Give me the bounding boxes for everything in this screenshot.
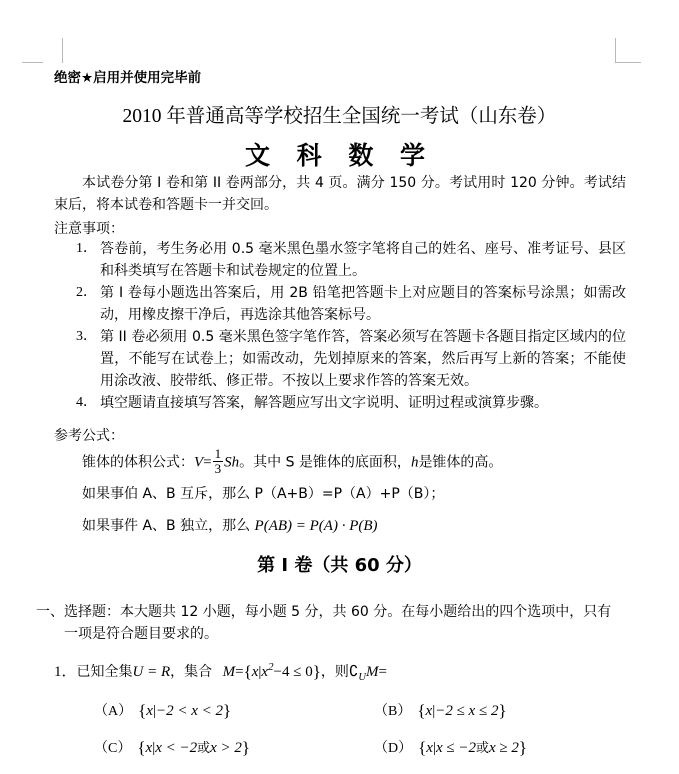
- question-lead-text: 已知全集: [76, 664, 133, 680]
- complement-target-set: M: [366, 664, 379, 680]
- option-b-close-brace: }: [498, 700, 507, 720]
- option-row: [54, 700, 626, 737]
- option-c-conjunction: 或: [197, 741, 211, 756]
- independent-formula-lead: 如果事件 A、B 独立，那么: [82, 518, 255, 534]
- question-final-equals: =: [378, 664, 387, 680]
- text-boundary-corner-left-icon: [42, 38, 63, 63]
- option-c-bar: |: [152, 740, 156, 756]
- option-d-conjunction: 或: [476, 741, 490, 756]
- option-a-condition: −2 < x < 2: [155, 703, 224, 719]
- text-boundary-corner-right-icon: [615, 38, 636, 63]
- fraction-denominator: 3: [214, 460, 222, 476]
- complement-operator-icon: [348, 664, 367, 683]
- independent-probability-formula: [82, 515, 642, 535]
- set-m-name: M: [222, 664, 236, 680]
- option-b-condition: −2 ≤ x ≤ 2: [435, 703, 499, 719]
- option-d-open-brace: {: [418, 737, 427, 757]
- option-a-open-brace: {: [138, 700, 147, 720]
- cone-formula-equals: =: [203, 454, 212, 471]
- exam-intro-paragraph: 本试卷分第 I 卷和第 II 卷两部分，共 4 页。满分 150 分。考试用时 120 分钟。考试结束后，将本试卷和答题卡一并交回。: [54, 175, 626, 213]
- cone-formula-tail-var-h: h: [410, 454, 419, 471]
- option-d-close-brace: }: [518, 737, 528, 757]
- cone-formula-var-h: h: [231, 454, 240, 471]
- option-b-bar: |: [432, 703, 436, 719]
- complement-symbol: ∁: [348, 664, 359, 680]
- option-a-var: x: [146, 703, 153, 719]
- instructions-line-one: 一、选择题：本大题共 12 小题，每小题 5 分，共 60 分。在每小题给出的四个选项中，只有: [36, 604, 612, 620]
- set-lead-text: 集合: [184, 664, 213, 680]
- option-c-open-brace: {: [137, 737, 146, 757]
- independent-formula-math: P(AB) = P(A) · P(B): [254, 518, 378, 534]
- notice-list: [54, 238, 626, 414]
- cone-formula-lead: 锥体的体积公式：: [82, 454, 194, 471]
- option-b-open-brace: {: [417, 700, 426, 720]
- list-item-text: 填空题请直接填写答案，解答题应写出文字说明、证明过程或演算步骤。: [100, 395, 548, 411]
- question-1-options: [54, 700, 626, 774]
- question-comma-one: ，: [170, 664, 185, 680]
- list-item: [54, 326, 626, 392]
- option-c-condition-b: x > 2: [210, 740, 242, 756]
- set-m-equals: =: [235, 664, 244, 680]
- option-d-condition-b: x ≥ 2: [489, 740, 519, 756]
- option-b[interactable]: [374, 700, 507, 721]
- option-a-close-brace: }: [223, 700, 232, 720]
- set-element-var: x: [251, 664, 259, 680]
- option-b-var: x: [425, 703, 433, 719]
- question-1-stem: [54, 660, 626, 683]
- option-row: [54, 737, 626, 774]
- universal-set-expression: U = R: [132, 664, 171, 680]
- instructions-line-two: 一项是符合题目要求的。: [64, 626, 218, 642]
- question-comma-two: ，: [320, 664, 335, 680]
- cone-formula-tail-second: 是锥体的高。: [418, 454, 503, 471]
- list-item-text: 第 I 卷每小题选出答案后，用 2B 铅笔把答题卡上对应题目的答案标号涂黑；如需改动，用橡皮擦干净后，再选涂其他答案标号。: [100, 285, 626, 323]
- cone-volume-formula: [82, 447, 642, 475]
- option-c[interactable]: [94, 737, 250, 758]
- list-item-number: 1．: [76, 241, 97, 256]
- option-d[interactable]: [374, 737, 527, 758]
- option-d-expression: [418, 737, 528, 757]
- set-open-brace: {: [243, 661, 252, 681]
- option-b-expression: [417, 700, 507, 720]
- list-item: [54, 238, 626, 282]
- secrecy-notice: 绝密★启用并使用完毕前: [54, 70, 202, 86]
- page-title: 2010 年普通高等学校招生全国统一考试（山东卷）: [122, 106, 557, 127]
- option-a[interactable]: [94, 700, 231, 721]
- set-condition-exponent: 2: [268, 661, 274, 673]
- option-d-tag: （D）: [374, 741, 413, 756]
- set-vertical-bar: |: [258, 664, 262, 680]
- list-item-number: 4．: [76, 395, 97, 410]
- notice-heading: 注意事项：: [54, 221, 124, 237]
- page-subtitle: 文 科 数 学: [244, 141, 435, 170]
- option-d-var: x: [426, 740, 433, 756]
- set-close-brace: }: [312, 661, 321, 681]
- list-item-number: 3．: [76, 329, 97, 344]
- set-m-definition: [222, 661, 321, 681]
- list-item-text: 答卷前，考生务必用 0.5 毫米黑色墨水签字笔将自己的姓名、座号、准考证号、县区和科类填写在答题卡和试卷规定的位置上。: [100, 241, 626, 279]
- option-d-condition-a: x ≤ −2: [435, 740, 476, 756]
- set-condition-var: x: [261, 664, 269, 680]
- one-third-fraction: [213, 447, 224, 475]
- option-b-tag: （B）: [374, 704, 412, 719]
- cone-formula-var-v: V: [194, 454, 204, 471]
- reference-formulas-heading: 参考公式：: [54, 428, 124, 444]
- option-a-expression: [138, 700, 232, 720]
- cone-formula-var-s: S: [224, 454, 232, 471]
- mutually-exclusive-probability-formula: 如果事伯 A、B 互斥，那么 P（A+B）=P（A）+P（B）；: [82, 486, 445, 502]
- option-c-var: x: [145, 740, 153, 756]
- set-condition-remainder: −4 ≤ 0: [273, 664, 313, 680]
- option-a-bar: |: [152, 703, 156, 719]
- option-c-close-brace: }: [241, 737, 251, 757]
- list-item: [54, 282, 626, 326]
- option-d-bar: |: [432, 740, 436, 756]
- option-a-tag: （A）: [94, 704, 133, 719]
- multiple-choice-instructions: [36, 601, 628, 645]
- question-then-text: 则: [334, 664, 349, 680]
- option-c-tag: （C）: [94, 741, 132, 756]
- cone-formula-tail-first: 。其中 S 是锥体的底面积，: [239, 454, 411, 471]
- option-c-condition-a: x < −2: [155, 740, 198, 756]
- fraction-numerator: 1: [214, 446, 222, 461]
- list-item-number: 2．: [76, 285, 97, 300]
- list-item: [54, 392, 626, 414]
- complement-subscript: U: [358, 672, 367, 683]
- list-item-text: 第 II 卷必须用 0.5 毫米黑色签字笔作答，答案必须写在答题卡各题目指定区域内的位置，不能写在试卷上；如需改动，先划掉原来的答案，然后再写上新的答案；不能使用涂改液、胶带纸、修正带。不按以上要求作答的答案无效。: [100, 329, 626, 389]
- section-heading-volume-one: 第 I 卷（共 60 分）: [257, 555, 422, 576]
- option-c-expression: [137, 737, 251, 757]
- question-number: 1．: [54, 664, 77, 680]
